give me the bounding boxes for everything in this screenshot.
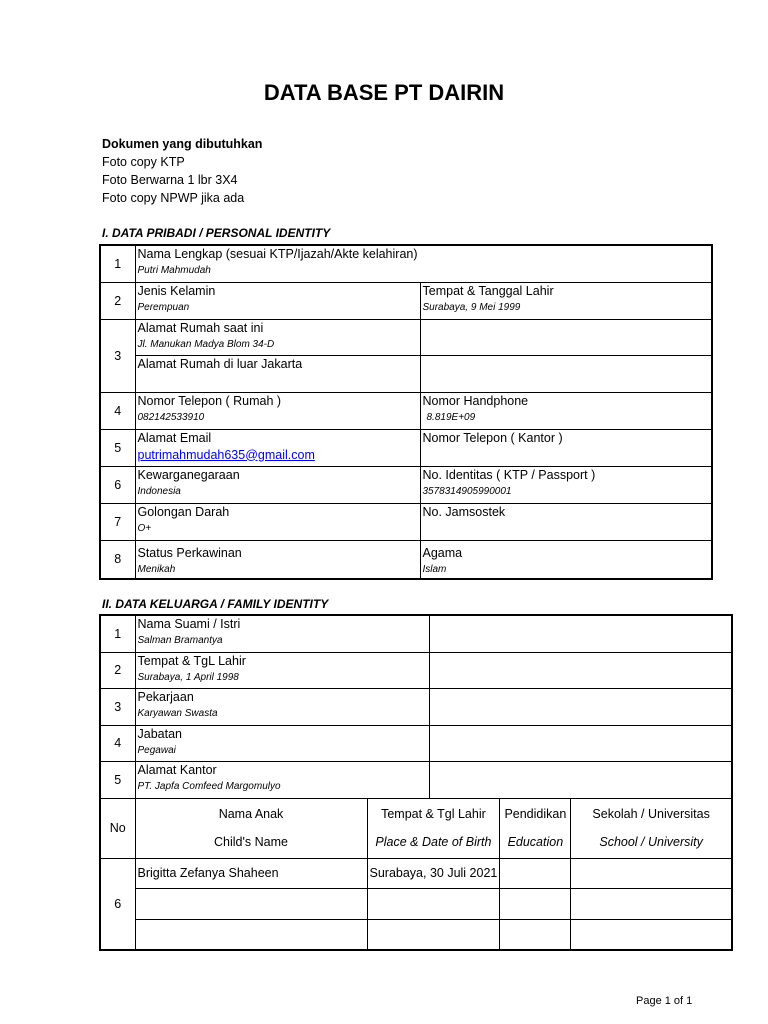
table-row bbox=[100, 615, 732, 652]
spouse-job-label: Pekarjaan bbox=[137, 689, 194, 704]
child-name-cell[interactable] bbox=[135, 888, 367, 919]
marital-status-value: Menikah bbox=[137, 564, 176, 575]
row-number: 7 bbox=[100, 503, 135, 540]
blood-type-cell[interactable] bbox=[135, 503, 420, 540]
spouse-office-label: Alamat Kantor bbox=[137, 762, 217, 777]
gender-label: Jenis Kelamin bbox=[137, 283, 216, 298]
row-number: 4 bbox=[100, 392, 135, 429]
document-item: Foto copy KTP bbox=[102, 155, 185, 169]
home-phone-value: 082142533910 bbox=[137, 411, 205, 423]
mobile-phone-value: 8.819E+09 bbox=[426, 411, 476, 423]
row-number: 6 bbox=[100, 858, 135, 950]
home-phone-cell[interactable] bbox=[135, 392, 420, 429]
table-row bbox=[100, 355, 712, 392]
id-number-cell[interactable] bbox=[420, 466, 712, 503]
child-birth-header-id: Tempat & Tgl Lahir bbox=[381, 807, 486, 821]
row-number: 2 bbox=[100, 652, 135, 688]
spouse-birth-value: Surabaya, 1 April 1998 bbox=[137, 671, 239, 683]
table-row bbox=[100, 282, 712, 319]
row-number: 5 bbox=[100, 429, 135, 466]
child-name-header-id: Nama Anak bbox=[218, 807, 284, 821]
spouse-name-value: Salman Bramantya bbox=[137, 635, 223, 646]
table-row bbox=[100, 466, 712, 503]
gender-value: Perempuan bbox=[137, 301, 190, 313]
id-number-label: No. Identitas ( KTP / Passport ) bbox=[422, 467, 596, 482]
birth-place-date-cell[interactable] bbox=[420, 282, 712, 319]
documents-heading: Dokumen yang dibutuhkan bbox=[102, 137, 263, 151]
documents-section bbox=[102, 135, 262, 207]
empty-cell[interactable] bbox=[429, 688, 732, 725]
row-number: 8 bbox=[100, 540, 135, 579]
nationality-value: Indonesia bbox=[137, 485, 181, 497]
child-edu-cell[interactable] bbox=[500, 919, 571, 950]
child-edu-cell[interactable] bbox=[500, 858, 571, 888]
row-number: 1 bbox=[100, 245, 135, 282]
child-name-cell[interactable] bbox=[135, 919, 367, 950]
office-phone-label: Nomor Telepon ( Kantor ) bbox=[422, 430, 563, 445]
table-row bbox=[100, 919, 732, 950]
table-row bbox=[100, 392, 712, 429]
child-birth-header-en: Place & Date of Birth bbox=[375, 835, 492, 849]
children-header-row bbox=[100, 798, 732, 858]
religion-value: Islam bbox=[422, 564, 447, 575]
empty-cell[interactable] bbox=[429, 615, 732, 652]
outside-jakarta-address-label: Alamat Rumah di luar Jakarta bbox=[137, 356, 303, 371]
row-number: 6 bbox=[100, 466, 135, 503]
office-phone-cell[interactable] bbox=[420, 429, 712, 466]
table-row bbox=[100, 761, 732, 798]
child-name-header bbox=[135, 798, 367, 858]
table-row bbox=[100, 429, 712, 466]
table-row bbox=[100, 245, 712, 282]
table-row bbox=[100, 858, 732, 888]
spouse-birth-label: Tempat & TgL Lahir bbox=[137, 653, 246, 668]
child-birth-value: Surabaya, 30 Juli 2021 bbox=[369, 866, 498, 880]
document-item: Foto copy NPWP jika ada bbox=[102, 191, 245, 205]
spouse-name-cell[interactable] bbox=[135, 615, 429, 652]
full-name-cell[interactable] bbox=[135, 245, 712, 282]
table-row bbox=[100, 888, 732, 919]
empty-cell[interactable] bbox=[429, 725, 732, 761]
child-edu-header-en: Education bbox=[507, 835, 564, 849]
gender-cell[interactable] bbox=[135, 282, 420, 319]
nationality-cell[interactable] bbox=[135, 466, 420, 503]
email-label: Alamat Email bbox=[137, 430, 212, 445]
document-item: Foto Berwarna 1 lbr 3X4 bbox=[102, 173, 238, 187]
birth-place-date-label: Tempat & Tanggal Lahir bbox=[422, 283, 554, 298]
child-birth-header bbox=[367, 798, 500, 858]
nationality-label: Kewarganegaraan bbox=[137, 467, 240, 482]
full-name-value: Putri Mahmudah bbox=[137, 265, 211, 276]
marital-status-cell[interactable] bbox=[135, 540, 420, 579]
spouse-birth-cell[interactable] bbox=[135, 652, 429, 688]
table-row bbox=[100, 652, 732, 688]
children-no-header: No bbox=[100, 798, 135, 858]
spouse-position-cell[interactable] bbox=[135, 725, 429, 761]
current-address-value: Jl. Manukan Madya Blom 34-D bbox=[137, 338, 275, 350]
blood-type-value: O+ bbox=[137, 522, 152, 534]
mobile-phone-label: Nomor Handphone bbox=[422, 393, 529, 408]
empty-cell[interactable] bbox=[420, 355, 712, 392]
religion-cell[interactable] bbox=[420, 540, 712, 579]
spouse-position-label: Jabatan bbox=[137, 726, 182, 741]
table-row bbox=[100, 688, 732, 725]
row-number: 5 bbox=[100, 761, 135, 798]
row-number: 3 bbox=[100, 688, 135, 725]
marital-status-label: Status Perkawinan bbox=[137, 546, 242, 560]
empty-cell[interactable] bbox=[420, 319, 712, 355]
home-phone-label: Nomor Telepon ( Rumah ) bbox=[137, 393, 282, 408]
child-school-header-id: Sekolah / Universitas bbox=[592, 807, 710, 821]
row-number: 1 bbox=[100, 615, 135, 652]
mobile-phone-cell[interactable] bbox=[420, 392, 712, 429]
child-school-header bbox=[571, 798, 732, 858]
spouse-name-label: Nama Suami / Istri bbox=[137, 617, 241, 631]
religion-label: Agama bbox=[422, 546, 463, 560]
jamsostek-label: No. Jamsostek bbox=[422, 504, 506, 519]
row-number: 2 bbox=[100, 282, 135, 319]
blood-type-label: Golongan Darah bbox=[137, 504, 230, 519]
row-number: 4 bbox=[100, 725, 135, 761]
family-identity-table bbox=[99, 614, 733, 951]
spouse-office-value: PT. Japfa Comfeed Margomulyo bbox=[137, 780, 281, 792]
personal-identity-table bbox=[99, 244, 713, 580]
page-title: DATA BASE PT DAIRIN bbox=[263, 80, 505, 105]
table-row bbox=[100, 319, 712, 355]
full-name-label: Nama Lengkap (sesuai KTP/Ijazah/Akte kelahiran) bbox=[137, 247, 418, 261]
birth-place-date-value: Surabaya, 9 Mei 1999 bbox=[422, 301, 521, 313]
email-cell[interactable] bbox=[135, 429, 420, 466]
row-number: 3 bbox=[100, 319, 135, 392]
family-section-title: II. DATA KELUARGA / FAMILY IDENTITY bbox=[102, 597, 329, 611]
email-link[interactable]: putrimahmudah635@gmail.com bbox=[137, 447, 315, 462]
child-name-header-en: Child's Name bbox=[214, 835, 288, 849]
child-birth-cell[interactable] bbox=[367, 888, 500, 919]
child-edu-header bbox=[500, 798, 571, 858]
spouse-job-value: Karyawan Swasta bbox=[137, 707, 218, 719]
table-row bbox=[100, 540, 712, 579]
jamsostek-cell[interactable] bbox=[420, 503, 712, 540]
table-row bbox=[100, 725, 732, 761]
page-footer: Page 1 of 1 bbox=[636, 995, 693, 1007]
child-birth-cell[interactable] bbox=[367, 919, 500, 950]
current-address-cell[interactable] bbox=[135, 319, 420, 355]
spouse-job-cell[interactable] bbox=[135, 688, 429, 725]
child-edu-header-id: Pendidikan bbox=[504, 807, 567, 821]
outside-jakarta-address-cell[interactable] bbox=[135, 355, 420, 392]
current-address-label: Alamat Rumah saat ini bbox=[137, 320, 264, 335]
spouse-position-value: Pegawai bbox=[137, 744, 176, 756]
personal-section-title: I. DATA PRIBADI / PERSONAL IDENTITY bbox=[102, 226, 331, 240]
child-edu-cell[interactable] bbox=[500, 888, 571, 919]
child-school-header-en: School / University bbox=[599, 835, 703, 849]
child-name-cell[interactable] bbox=[135, 858, 367, 888]
child-school-cell[interactable] bbox=[571, 888, 732, 919]
child-birth-cell[interactable] bbox=[367, 858, 500, 888]
empty-cell[interactable] bbox=[429, 652, 732, 688]
spouse-office-cell[interactable] bbox=[135, 761, 429, 798]
id-number-value: 3578314905990001 bbox=[422, 485, 512, 497]
table-row bbox=[100, 503, 712, 540]
child-name-value: Brigitta Zefanya Shaheen bbox=[137, 866, 279, 880]
empty-cell[interactable] bbox=[429, 761, 732, 798]
child-school-cell[interactable] bbox=[571, 858, 732, 888]
child-school-cell[interactable] bbox=[571, 919, 732, 950]
